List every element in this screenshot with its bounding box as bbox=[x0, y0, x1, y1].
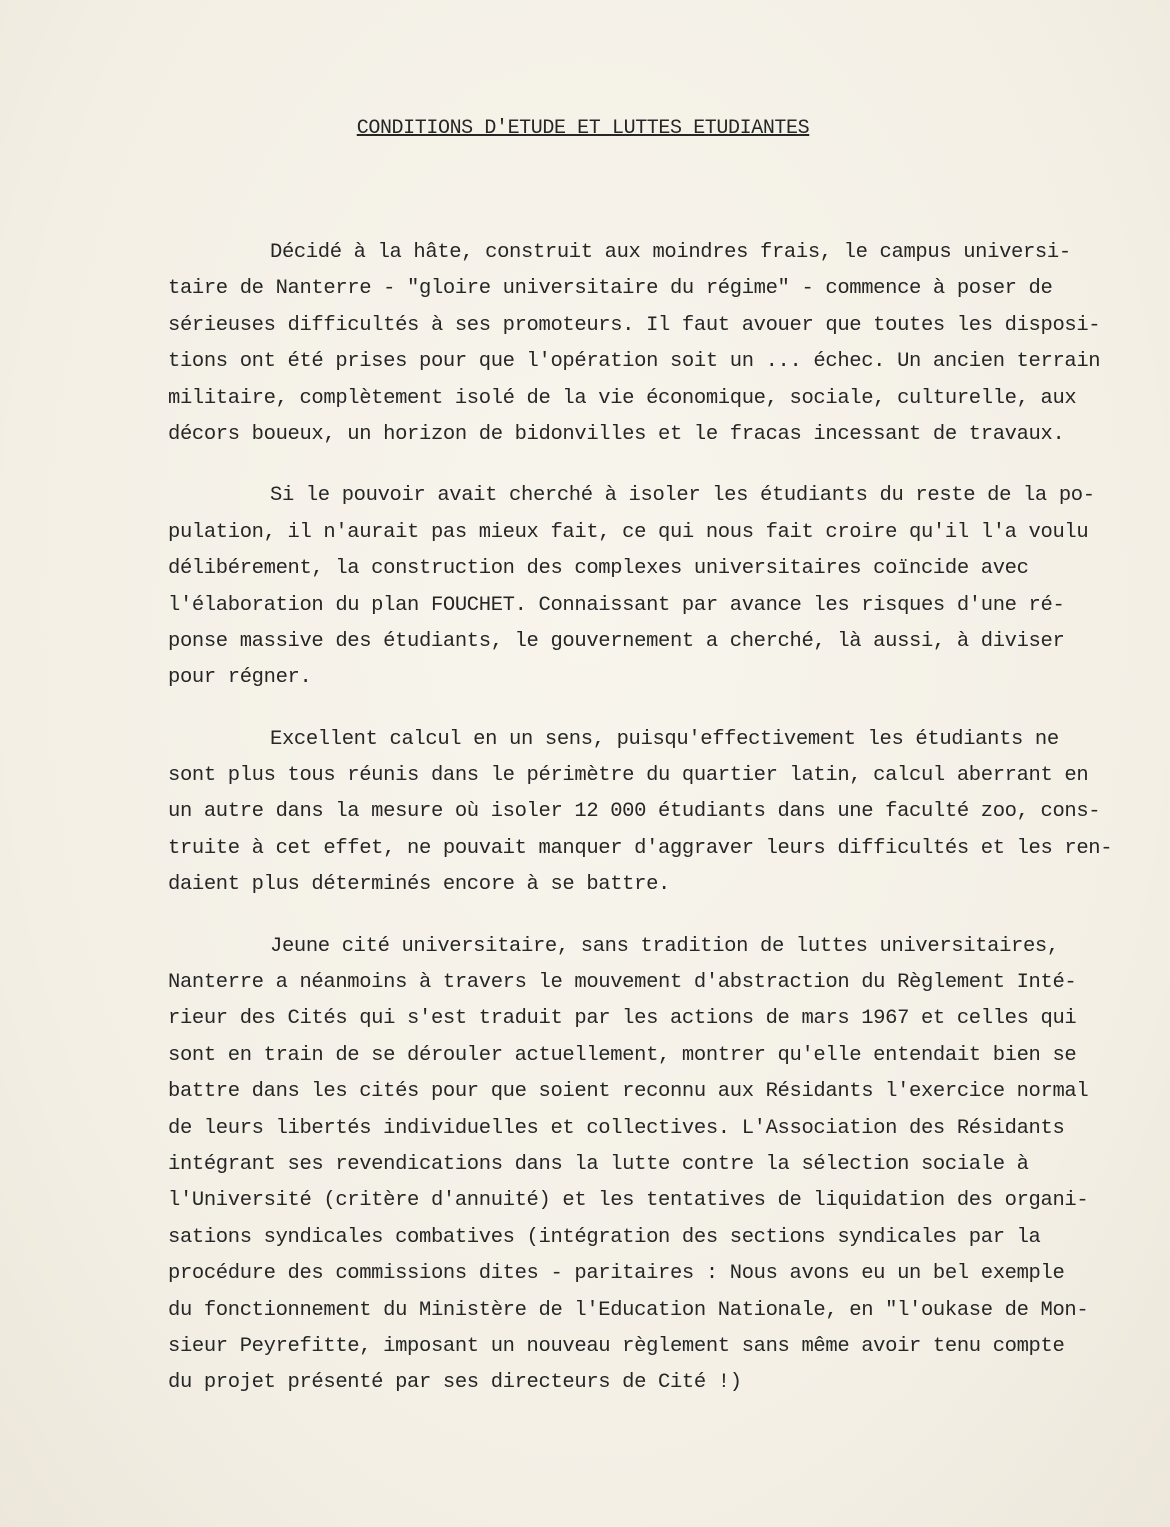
text-line: taire de Nanterre - "gloire universitaire du régime" - commence à poser de bbox=[168, 277, 1053, 301]
text-line: Décidé à la hâte, construit aux moindres frais, le campus universi- bbox=[270, 241, 1071, 264]
text-line: ponse massive des étudiants, le gouvernement a cherché, là aussi, à diviser bbox=[168, 629, 1065, 653]
text-line: daient plus déterminés encore à se battre. bbox=[168, 873, 670, 897]
text-line: Nanterre a néanmoins à travers le mouvement d'abstraction du Règlement Inté- bbox=[168, 971, 1077, 995]
text-line: un autre dans la mesure où isoler 12 000 étudiants dans une faculté zoo, cons- bbox=[168, 800, 1101, 824]
text-line: pulation, il n'aurait pas mieux fait, ce qui nous fait croire qu'il l'a voulu bbox=[168, 520, 1089, 544]
text-line: sieur Peyrefitte, imposant un nouveau règlement sans même avoir tenu compte bbox=[168, 1334, 1065, 1358]
text-line: l'élaboration du plan FOUCHET. Connaissant par avance les risques d'une ré- bbox=[168, 593, 1065, 617]
text-line: du projet présenté par ses directeurs de Cité !) bbox=[168, 1371, 742, 1395]
text-line: sont en train de se dérouler actuellement, montrer qu'elle entendait bien se bbox=[168, 1043, 1077, 1067]
text-line: pour régner. bbox=[168, 666, 312, 690]
document-title: CONDITIONS D'ETUDE ET LUTTES ETUDIANTES bbox=[356, 117, 810, 140]
text-line: sont plus tous réunis dans le périmètre du quartier latin, calcul aberrant en bbox=[168, 764, 1089, 788]
text-line: décors boueux, un horizon de bidonvilles et le fracas incessant de travaux. bbox=[168, 422, 1065, 446]
text-line: truite à cet effet, ne pouvait manquer d'aggraver leurs difficultés et les ren- bbox=[168, 836, 1113, 860]
text-line: Excellent calcul en un sens, puisqu'effectivement les étudiants ne bbox=[270, 727, 1059, 751]
document-body bbox=[168, 116, 1113, 1402]
text-line: du fonctionnement du Ministère de l'Education Nationale, en "l'oukase de Mon- bbox=[168, 1298, 1089, 1322]
text-line: intégrant ses revendications dans la lutte contre la sélection sociale à bbox=[168, 1152, 1029, 1176]
text-line: rieur des Cités qui s'est traduit par les actions de mars 1967 et celles qui bbox=[168, 1007, 1077, 1031]
text-line: délibérement, la construction des complexes universitaires coïncide avec bbox=[168, 557, 1029, 581]
text-line: tions ont été prises pour que l'opération soit un ... échec. Un ancien terrain bbox=[168, 350, 1101, 374]
paragraph-2 bbox=[168, 478, 1095, 696]
text-line: Jeune cité universitaire, sans tradition de luttes universitaires, bbox=[270, 934, 1059, 958]
paragraph-4 bbox=[168, 929, 1089, 1402]
text-line: Si le pouvoir avait cherché à isoler les étudiants du reste de la po- bbox=[270, 484, 1095, 508]
text-line: sations syndicales combatives (intégration des sections syndicales par la bbox=[168, 1225, 1041, 1249]
text-line: battre dans les cités pour que soient reconnu aux Résidants l'exercice normal bbox=[168, 1080, 1089, 1104]
text-line: l'Université (critère d'annuité) et les tentatives de liquidation des organi- bbox=[168, 1189, 1089, 1213]
paragraph-1 bbox=[168, 235, 1101, 453]
paragraph-3 bbox=[168, 722, 1113, 904]
text-line: procédure des commissions dites - paritaires : Nous avons eu un bel exemple bbox=[168, 1262, 1065, 1286]
text-line: militaire, complètement isolé de la vie économique, sociale, culturelle, aux bbox=[168, 386, 1077, 410]
text-line: sérieuses difficultés à ses promoteurs. Il faut avouer que toutes les disposi- bbox=[168, 313, 1101, 337]
text-line: de leurs libertés individuelles et collectives. L'Association des Résidants bbox=[168, 1116, 1065, 1140]
